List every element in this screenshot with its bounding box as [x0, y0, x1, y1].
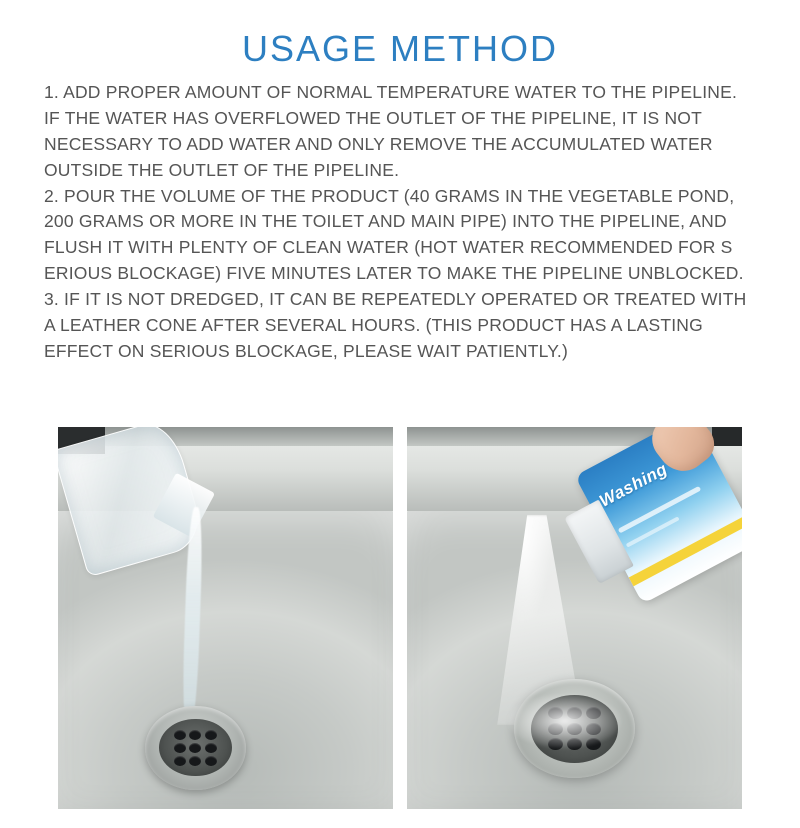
drain-hole [205, 743, 217, 753]
instruction-step-1: 1. ADD PROPER AMOUNT OF NORMAL TEMPERATURE WATER TO THE PIPELINE. IF THE WATER HAS OVERFLOWED THE OUTLET OF THE PIPELINE, IT IS NOT NECESSARY TO ADD WATER AND ONLY REMOVE THE ACCUMULATED WATER OUTSIDE THE OUTLET OF THE PIPELINE. [44, 82, 738, 180]
drain-hole [205, 730, 217, 740]
sink-drain-holes [174, 730, 217, 767]
page-title: USAGE METHOD [241, 28, 559, 69]
photo-corner-shadow [712, 427, 742, 446]
instruction-step-2: 2. POUR THE VOLUME OF THE PRODUCT (40 GRAMS IN THE VEGETABLE POND, 200 GRAMS OR MORE IN THE TOILET AND MAIN PIPE) INTO THE PIPELINE, AND FLUSH IT WITH PLENTY OF CLEAN WATER (HOT WATER RECOMMENDED FOR S ERIOUS BLOCKAGE) FIVE MINUTES LATER TO MAKE THE PIPELINE UNBLOCKED. [44, 185, 744, 284]
photo-pouring-powder [407, 427, 742, 809]
drain-hole [189, 730, 201, 740]
usage-method-page [0, 28, 800, 828]
drain-hole [205, 756, 217, 766]
photo-pouring-water [58, 427, 393, 809]
instruction-step-3: 3. IF IT IS NOT DREDGED, IT CAN BE REPEATEDLY OPERATED OR TREATED WITH A LEATHER CONE AFTER SEVERAL HOURS. (THIS PRODUCT HAS A LASTING EFFECT ON SERIOUS BLOCKAGE, PLEASE WAIT PATIENTLY.) [44, 289, 747, 361]
sink-drain-inner [159, 719, 231, 776]
drain-hole [189, 756, 201, 766]
drain-hole [174, 756, 186, 766]
drain-hole [174, 730, 186, 740]
sink-drain [145, 706, 246, 790]
product-label-text: Washing [595, 459, 671, 512]
photo-gallery [0, 427, 800, 809]
powder-pile [508, 694, 622, 747]
instructions-block [0, 80, 800, 365]
drain-hole [189, 743, 201, 753]
drain-hole [174, 743, 186, 753]
